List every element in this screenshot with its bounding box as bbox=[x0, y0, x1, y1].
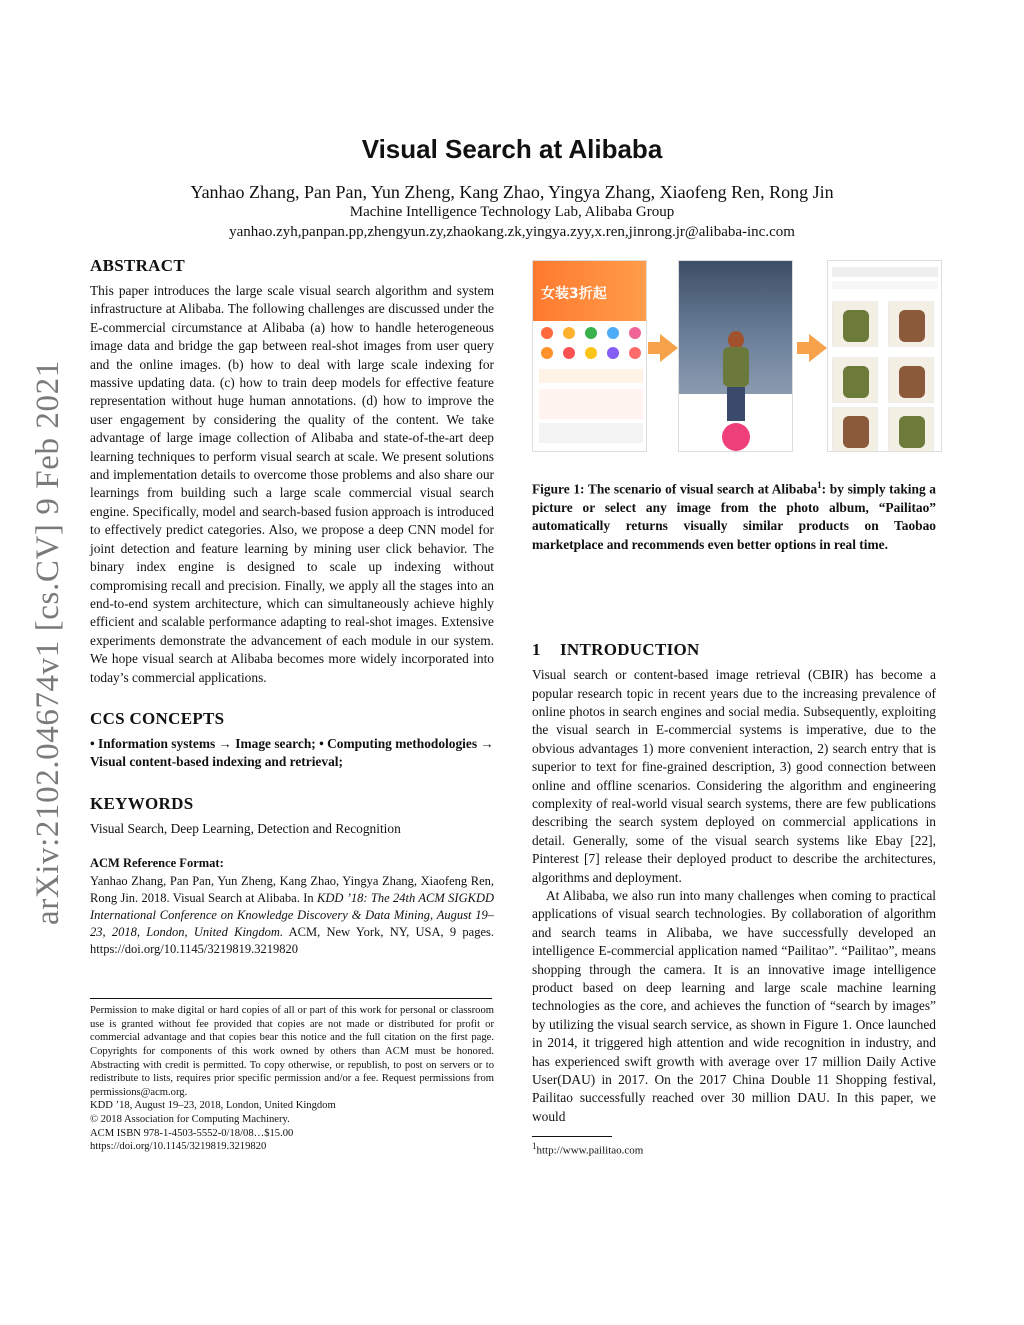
product-strip bbox=[539, 423, 643, 443]
backpack-icon bbox=[899, 366, 925, 398]
search-bar bbox=[832, 267, 938, 277]
camera-shutter-icon bbox=[722, 423, 750, 451]
permission-conference: KDD ’18, August 19–23, 2018, London, United Kingdom bbox=[90, 1100, 336, 1112]
figure-1-caption bbox=[532, 476, 936, 554]
permission-doi: https://doi.org/10.1145/3219819.3219820 bbox=[90, 1141, 267, 1153]
phone-screen-camera bbox=[678, 260, 793, 452]
footnote-rule bbox=[532, 1136, 612, 1137]
permission-isbn: ACM ISBN 978-1-4503-5552-0/18/08…$15.00 bbox=[90, 1127, 294, 1139]
result-product bbox=[888, 357, 934, 403]
category-icon bbox=[607, 327, 619, 339]
ccs-heading: CCS CONCEPTS bbox=[90, 708, 225, 728]
filter-tabs bbox=[832, 281, 938, 289]
backpack-icon bbox=[843, 366, 869, 398]
intro-heading-text: INTRODUCTION bbox=[560, 640, 700, 660]
category-icon bbox=[629, 347, 641, 359]
acm-reference-heading: ACM Reference Format: bbox=[90, 856, 224, 871]
keywords-text: Visual Search, Deep Learning, Detection and Recognition bbox=[90, 820, 401, 836]
intro-heading bbox=[532, 640, 936, 660]
permission-text: Permission to make digital or hard copies of all or part of this work for personal or classroom use is granted without fee provided that copies are not made or distributed for profit or commercial advantage and that copies bear this notice and the full citation on the first page. Copyrights for components of this work owned by others than ACM must be honored. Abstracting with credit is permitted. To copy otherwise, or republish, to post on servers or to redistribute to lists, requires prior specific permission and/or a fee. Request permissions from permissions@acm.org. bbox=[90, 1005, 494, 1098]
result-product bbox=[888, 407, 934, 452]
footnote-url: http://www.pailitao.com bbox=[536, 1144, 644, 1157]
keywords-heading: KEYWORDS bbox=[90, 793, 194, 813]
abstract-text: This paper introduces the large scale visual search algorithm and system infrastructure at Alibaba. The following challenges are discussed under the E-commercial circumstance at Alibaba (a) how to handle heterogeneous image data and bridge the gap between real-shot images from user query and the online images. (b) how to deal with large scale indexing for massive updating data. (c) how to train deep models for effective feature representation without huge human annotations. (d) how to improve the user engagement by considering the quality of the content. We take advantage of large image collection of Alibaba and state-of-the-art deep learning techniques to perform visual search at scale. We present solutions and implementation details to overcome those problems and also share our learnings from building such a large scale commercial visual search engine. Specifically, model and search-based fusion approach is introduced to effectively predict categories. Also, we propose a deep CNN model for joint detection and feature learning by mining user click behavior. The binary index engine is designed to scale up indexing without compromising recall and precision. Finally, we apply all the stages into an end-to-end system architecture, which can simultaneously achieve highly efficient and scalable performance adapting to real-shot images. Extensive experiments demonstrate the advancement of each module in our system. We hope visual search at Alibaba becomes more widely incorporated into today’s commercial applications. bbox=[90, 283, 494, 685]
news-strip bbox=[539, 369, 643, 383]
caption-label: Figure 1: The scenario of visual search at Alibaba bbox=[532, 481, 818, 497]
result-product bbox=[888, 301, 934, 347]
acm-reference-end: ACM, New York, NY, USA, 9 pages. https://doi.org/10.1145/3219819.3219820 bbox=[90, 925, 494, 957]
result-product bbox=[832, 301, 878, 347]
footnote-mark: 1 bbox=[532, 1141, 537, 1152]
permission-block bbox=[90, 998, 494, 1154]
backpack-icon bbox=[843, 310, 869, 342]
affiliation: Machine Intelligence Technology Lab, Alibaba Group bbox=[349, 204, 675, 220]
arrow-right-icon bbox=[809, 334, 827, 362]
category-icon bbox=[629, 327, 641, 339]
author-emails: yanhao.zyh,panpan.pp,zhengyun.zy,zhaokang.zk,yingya.zyy,x.ren,jinrong.jr@alibaba-inc.com bbox=[229, 224, 795, 240]
acm-reference-venue: KDD ’18: The 24th ACM SIGKDD International Conference on Knowledge Discovery & Data Mining, August 19–23, 2018, London, United Kingdom. bbox=[90, 891, 495, 940]
intro-paragraph-1: Visual search or content-based image retrieval (CBIR) has become a popular research topic in recent years due to the increasing prevalence of online photos in search engines and social media. Subsequently, exploiting the visual search in E-commercial systems is imperative, due to the obvious advantages 1) more convenient interaction, 2) search entry that is superior to text for fine-grained description, 3) good connection between online and offline scenarios. Considering the algorithm and engineering complexity of real-world visual search systems, there are few publications describing the search system deployed on commercial applications in detail. Generally, some of the visual search systems like Ebay [22], Pinterest [7] release their deployed product to describe the architectures, algorithms and deployment. bbox=[532, 667, 936, 885]
category-icon bbox=[563, 327, 575, 339]
phone-screen-results bbox=[827, 260, 942, 452]
figure-1-image bbox=[532, 256, 936, 456]
acm-reference-plain: Yanhao Zhang, Pan Pan, Yun Zheng, Kang Zhao, Yingya Zhang, Xiaofeng Ren, Rong Jin. 2018. Visual Search at Alibaba. In bbox=[90, 874, 494, 906]
footnote-block bbox=[532, 1136, 936, 1157]
paper-title: Visual Search at Alibaba bbox=[361, 134, 663, 164]
footnote bbox=[532, 1141, 936, 1157]
acm-reference-text bbox=[90, 873, 494, 958]
backpack-icon bbox=[899, 310, 925, 342]
promo-banner-text: 女装3折起 bbox=[541, 286, 607, 302]
permission-copyright: © 2018 Association for Computing Machinery. bbox=[90, 1113, 290, 1125]
backpack-icon bbox=[899, 416, 925, 448]
arrow-right-icon bbox=[660, 334, 678, 362]
author-list: Yanhao Zhang, Pan Pan, Yun Zheng, Kang Zhao, Yingya Zhang, Xiaofeng Ren, Rong Jin bbox=[190, 182, 834, 202]
intro-paragraph-2: At Alibaba, we also run into many challenges when coming to practical applications of visual search technologies. By collaboration of algorithm and search teams in Alibaba, we have successfully developed an intelligence E-commercial application named “Pailitao”. “Pailitao”, means shopping through the camera. It is an innovative image intelligence product based on deep learning and large scale machine learning technologies as the core, and achieves the function of “search by images” by utilizing the visual search service, as shown in Figure 1. Once launched in 2014, it triggered high attention and wide recognition in industry, and has experienced swift growth with average over 17 million Daily Active User(DAU) in 2017. On the 2017 China Double 11 Shopping festival, Pailitao successfully reached over 30 million DAU. In this paper, we would bbox=[532, 887, 936, 1124]
category-icon bbox=[563, 347, 575, 359]
caption-text: : by simply taking a picture or select any image from the photo album, “Pailitao” automatically returns visually similar products on Taobao marketplace and recommends even better options in real time. bbox=[532, 481, 937, 552]
category-icon bbox=[541, 327, 553, 339]
result-product bbox=[832, 357, 878, 403]
category-icon bbox=[585, 347, 597, 359]
right-column bbox=[532, 256, 936, 1157]
ccs-text: • Information systems → Image search; • Computing methodologies → Visual content-based indexing and retrieval; bbox=[90, 735, 494, 770]
result-product bbox=[832, 407, 878, 452]
intro-number: 1 bbox=[532, 640, 541, 660]
phone-screen-home bbox=[532, 260, 647, 452]
left-column bbox=[90, 256, 494, 1154]
arxiv-identifier: arXiv:2102.04674v1 [cs.CV] 9 Feb 2021 bbox=[30, 360, 66, 925]
backpack-icon bbox=[843, 416, 869, 448]
abstract-heading: ABSTRACT bbox=[90, 256, 185, 275]
category-icon bbox=[541, 347, 553, 359]
permission-rule bbox=[90, 998, 492, 999]
person-photo bbox=[719, 331, 753, 421]
category-icon bbox=[585, 327, 597, 339]
promo-banner bbox=[533, 261, 647, 321]
caption-footnote-mark: 1 bbox=[817, 480, 822, 490]
category-icon bbox=[607, 347, 619, 359]
deal-strip bbox=[539, 389, 643, 419]
